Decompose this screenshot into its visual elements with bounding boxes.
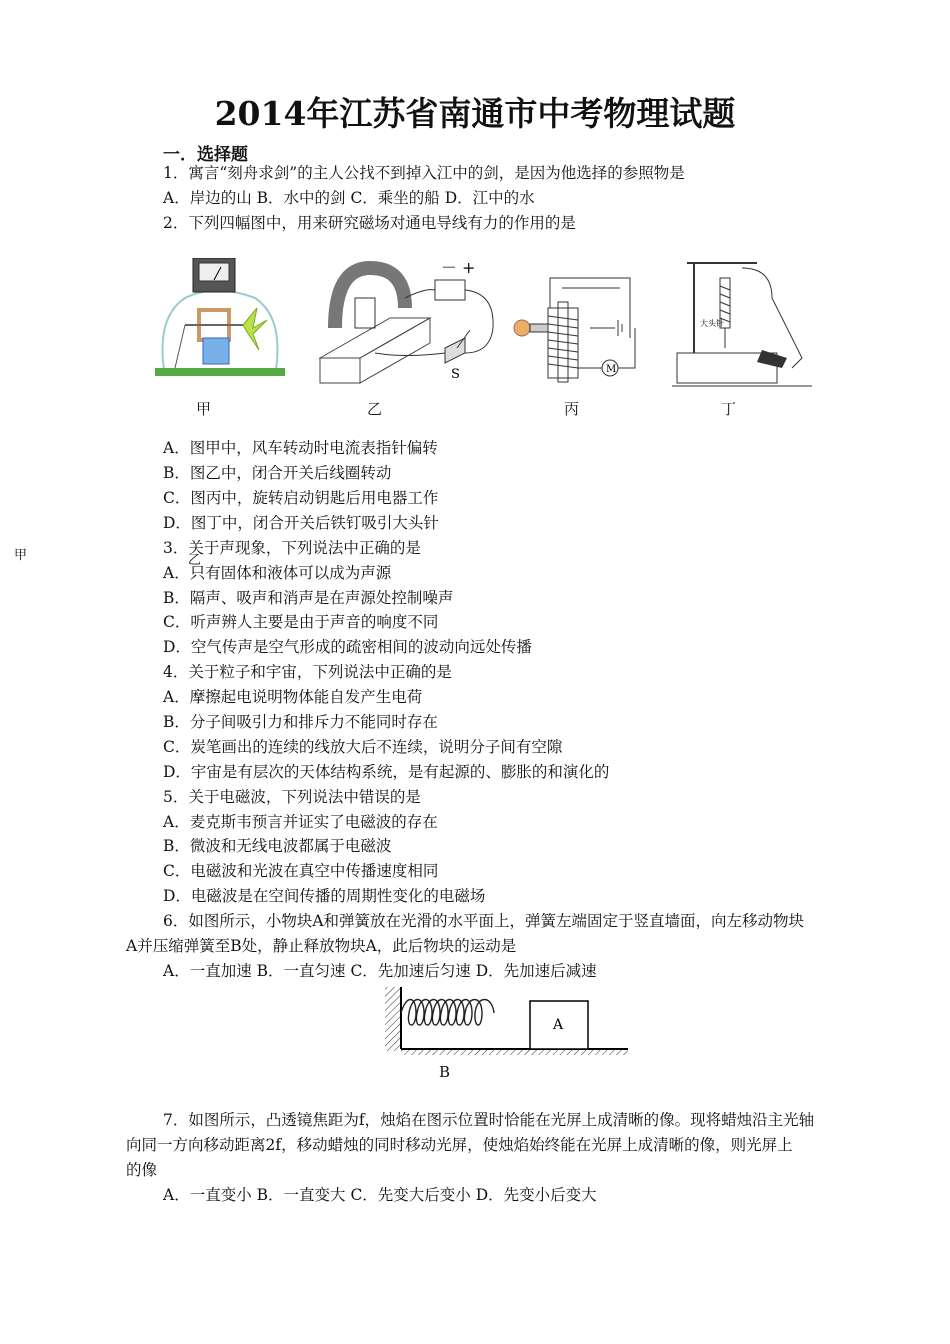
q5-option-a: A．麦克斯韦预言并证实了电磁波的存在 [163,813,438,831]
q5-stem: 5．关于电磁波，下列说法中错误的是 [163,788,421,806]
page-title: 2014年江苏省南通市中考物理试题 [214,94,736,133]
q7-stem-line2: 向同一方向移动距离2f，移动蜡烛的同时移动光屏，使烛焰始终能在光屏上成清晰的像，则光屏上 [126,1136,793,1154]
q4-option-c: C．炭笔画出的连续的线放大后不连续，说明分子间有空隙 [163,738,563,756]
q4-stem: 4．关于粒子和宇宙，下列说法中正确的是 [163,663,452,681]
q3-option-d: D．空气传声是空气形成的疏密相间的波动向远处传播 [163,638,532,656]
q6-stem-line2: A并压缩弹簧至B处，静止释放物块A，此后物块的运动是 [126,937,517,955]
q4-option-a: A．摩擦起电说明物体能自发产生电荷 [163,688,423,706]
q1-options: A．岸边的山 B．水中的剑 C．乘坐的船 D．江中的水 [163,189,535,207]
stray-label-mid: 乙 [188,553,202,568]
stray-label-left: 甲 [14,548,28,563]
battery-minus: － [441,258,458,277]
switch-label: S [451,367,460,382]
q5-option-c: C．电磁波和光波在真空中传播速度相同 [163,862,439,880]
q7-stem-line1: 7．如图所示，凸透镜焦距为f，烛焰在图示位置时恰能在光屏上成清晰的像。现将蜡烛沿主光轴 [163,1111,815,1129]
q2-option-d: D．图丁中，闭合开关后铁钉吸引大头针 [163,514,439,532]
q3-option-b: B．隔声、吸声和消声是在声源处控制噪声 [163,589,454,607]
q1-stem: 1．寓言“刻舟求剑”的主人公找不到掉入江中的剑，是因为他选择的参照物是 [163,164,685,182]
battery-plus: + [462,258,476,277]
q7-stem-line3: 的像 [126,1161,158,1179]
block-a-label: A [553,1017,564,1033]
point-b-label: B [439,1063,451,1081]
q2-option-c: C．图丙中，旋转启动钥匙后用电器工作 [163,489,439,507]
q2-option-b: B．图乙中，闭合开关后线圈转动 [163,464,392,482]
fig-label-ding: 丁 [721,400,737,418]
q4-option-d: D．宇宙是有层次的天体结构系统，是有起源的、膨胀的和演化的 [163,763,610,781]
figure-yi [315,258,500,388]
q3-stem: 3．关于声现象，下列说法中正确的是 [163,539,421,557]
figure-bing [510,268,645,388]
q5-option-d: D．电磁波是在空间传播的周期性变化的电磁场 [163,887,486,905]
q6-stem-line1: 6．如图所示，小物块A和弹簧放在光滑的水平面上，弹簧左端固定于竖直墙面，向左移动物块 [163,912,805,930]
figure-ding [672,258,817,388]
section-heading: 一．选择题 [163,145,248,165]
q7-options: A．一直变小 B．一直变大 C．先变大后变小 D．先变小后变大 [163,1186,597,1204]
fig-label-yi: 乙 [367,400,383,418]
fig-label-jia: 甲 [196,400,212,418]
q5-option-b: B．微波和无线电波都属于电磁波 [163,837,392,855]
q2-stem: 2．下列四幅图中，用来研究磁场对通电导线有力的作用的是 [163,214,576,232]
q6-options: A．一直加速 B．一直匀速 C．先加速后匀速 D．先加速后减速 [163,962,597,980]
q3-option-a: A．只有固体和液体可以成为声源 [163,564,392,582]
fig-label-bing: 丙 [564,400,580,418]
q4-option-b: B．分子间吸引力和排斥力不能同时存在 [163,713,438,731]
q2-option-a: A．图甲中，风车转动时电流表指针偏转 [163,439,438,457]
q3-option-c: C．听声辨人主要是由于声音的响度不同 [163,613,439,631]
motor-label: M [606,364,617,375]
spring-block-figure [382,985,632,1057]
figure-jia [155,258,290,388]
pin-label: 大头针 [700,319,724,328]
